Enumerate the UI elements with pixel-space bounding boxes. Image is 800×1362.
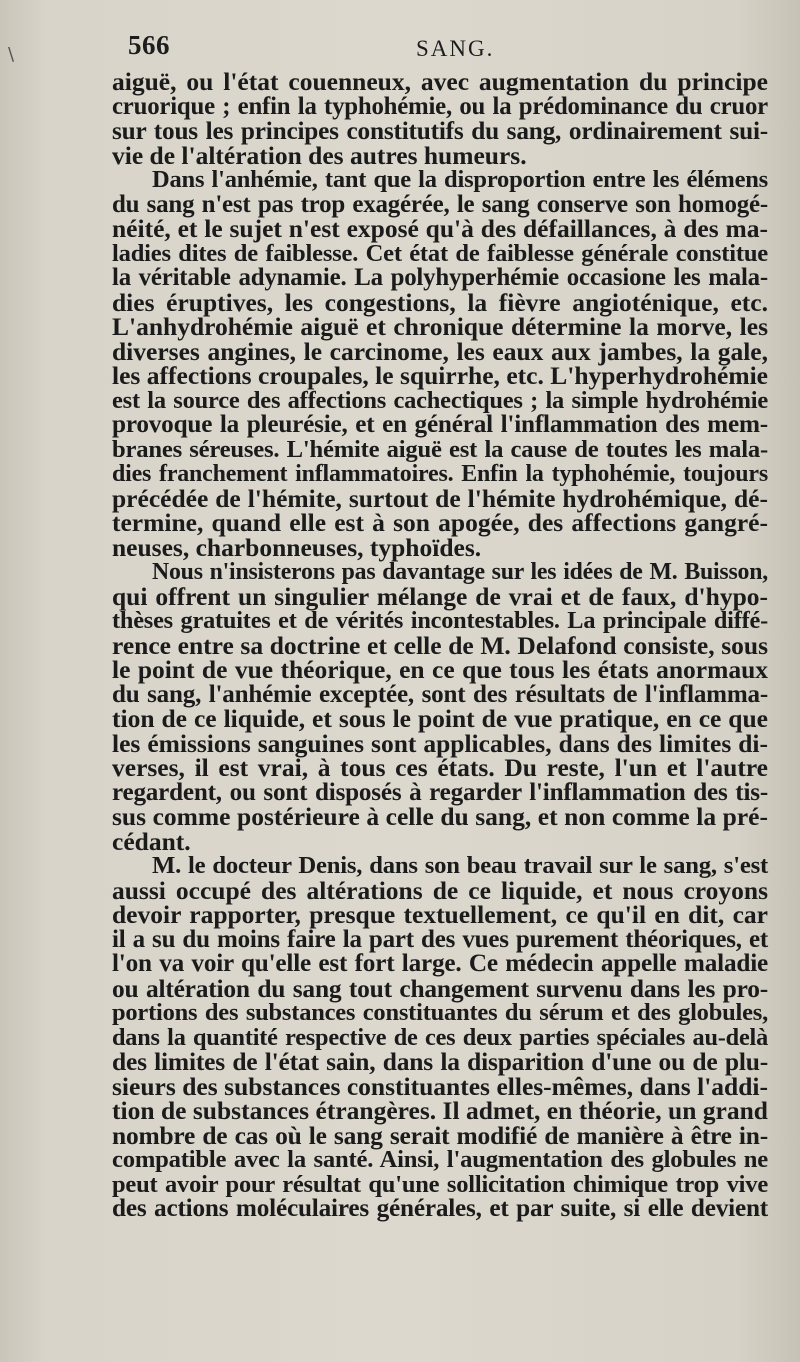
- text-line: dies éruptives, les congestions, la fièvre angioténique, etc.: [112, 287, 768, 317]
- text-line: rence entre sa doctrine et celle de M. Delafond consiste, sous: [112, 630, 768, 660]
- text-line: la véritable adynamie. La polyhyperhémie occasione les mala-: [112, 264, 768, 291]
- text-line: ladies dites de faiblesse. Cet état de faiblesse générale constitue: [112, 239, 768, 267]
- text-line: sieurs des substances constituantes elles-mêmes, dans l'addi-: [112, 1071, 768, 1101]
- text-line: des actions moléculaires générales, et par suite, si elle devient: [112, 1195, 768, 1222]
- text-line: branes séreuses. L'hémite aiguë est la cause de toutes les mala-: [112, 435, 768, 463]
- text-line: les affections croupales, le squirrhe, etc. L'hyperhydrohémie: [112, 361, 768, 390]
- text-line: cédant.: [112, 826, 191, 856]
- text-line: les émissions sanguines sont applicables, dans des limites di-: [112, 728, 768, 758]
- text-line: des limites de l'état sain, dans la disparition d'une ou de plu-: [112, 1047, 768, 1076]
- text-line: M. le docteur Denis, dans son beau travail sur le sang, s'est: [152, 852, 768, 879]
- text-line: provoque la pleurésie, et en général l'inflammation des mem-: [112, 411, 768, 438]
- text-line: portions des substances constituantes du sérum et des globules,: [112, 999, 768, 1026]
- text-line: l'on va voir qu'elle est fort large. Ce médecin appelle maladie: [112, 950, 768, 977]
- text-line: le point de vue théorique, en ce que tous les états anormaux: [112, 655, 768, 684]
- text-line: cruorique ; enfin la typhohémie, ou la prédominance du cruor: [112, 92, 768, 120]
- text-line: neuses, charbonneuses, typhoïdes.: [112, 532, 482, 562]
- text-line: est la source des affections cachectiques ; la simple hydrohémie: [112, 386, 768, 414]
- text-line: ou altération du sang tout changement survenu dans les pro-: [112, 973, 768, 1003]
- text-line: précédée de l'hémite, surtout de l'hémite hydrohémique, dé-: [112, 483, 768, 513]
- text-line: termine, quand elle est à son apogée, des affections gangré-: [112, 508, 768, 537]
- paragraph: [112, 168, 768, 560]
- text-line: regardent, ou sont disposés à regarder l'inflammation des tis-: [112, 778, 768, 806]
- text-line: nombre de cas où le sang serait modifié de manière à être in-: [112, 1120, 768, 1150]
- paragraph: [112, 854, 768, 1222]
- text-line: dies franchement inflammatoires. Enfin la typhohémie, toujours: [112, 461, 768, 487]
- text-line: il a su du moins faire la part des vues purement théoriques, et: [112, 925, 768, 953]
- text-line: aiguë, ou l'état couenneux, avec augmentation du principe: [112, 67, 768, 96]
- running-head: SANG.: [416, 36, 495, 61]
- text-line: du sang n'est pas trop exagérée, le sang conserve son homogé-: [112, 190, 768, 218]
- text-line: du sang, l'anhémie exceptée, sont des résultats de l'inflamma-: [112, 680, 768, 708]
- text-line: compatible avec la santé. Ainsi, l'augmentation des globules ne: [112, 1146, 768, 1173]
- margin-mark: \: [8, 44, 15, 65]
- text-line: néité, et le sujet n'est exposé qu'à des défaillances, à des ma-: [112, 214, 768, 243]
- text-line: tion de substances étrangères. Il admet, en théorie, un grand: [112, 1096, 768, 1125]
- text-line: Dans l'anhémie, tant que la disproportion entre les élémens: [152, 166, 768, 193]
- text-line: diverses angines, le carcinome, les eaux aux jambes, la gale,: [112, 336, 768, 366]
- text-line: peut avoir pour résultat qu'une sollicitation chimique trop vive: [112, 1170, 768, 1198]
- body-text: [112, 67, 768, 1222]
- text-line: aussi occupé des altérations de ce liquide, et nous croyons: [112, 875, 768, 905]
- text-line: vie de l'altération des autres humeurs.: [112, 140, 527, 170]
- paragraph: [112, 560, 768, 854]
- text-line: sus comme postérieure à celle du sang, et non comme la pré-: [112, 802, 768, 831]
- text-line: Nous n'insisterons pas davantage sur les idées de M. Buisson,: [152, 559, 768, 585]
- text-line: L'anhydrohémie aiguë et chronique détermine la morve, les: [112, 312, 768, 341]
- text-line: dans la quantité respective de ces deux parties spéciales au-delà: [112, 1023, 768, 1051]
- text-line: verses, il est vrai, à tous ces états. Du reste, l'un et l'autre: [112, 753, 768, 782]
- page-number: 566: [128, 30, 170, 60]
- text-line: thèses gratuites et de vérités incontestables. La principale diffé-: [112, 607, 768, 634]
- text-line: devoir rapporter, presque textuellement, ce qu'il en dit, car: [112, 900, 768, 929]
- page-header: [128, 30, 768, 64]
- paragraph: [112, 67, 768, 170]
- text-line: sur tous les principes constitutifs du sang, ordinairement sui-: [112, 117, 768, 145]
- text-line: tion de ce liquide, et sous le point de vue pratique, en ce que: [112, 704, 768, 733]
- text-line: qui offrent un singulier mélange de vrai et de faux, d'hypo-: [112, 581, 768, 611]
